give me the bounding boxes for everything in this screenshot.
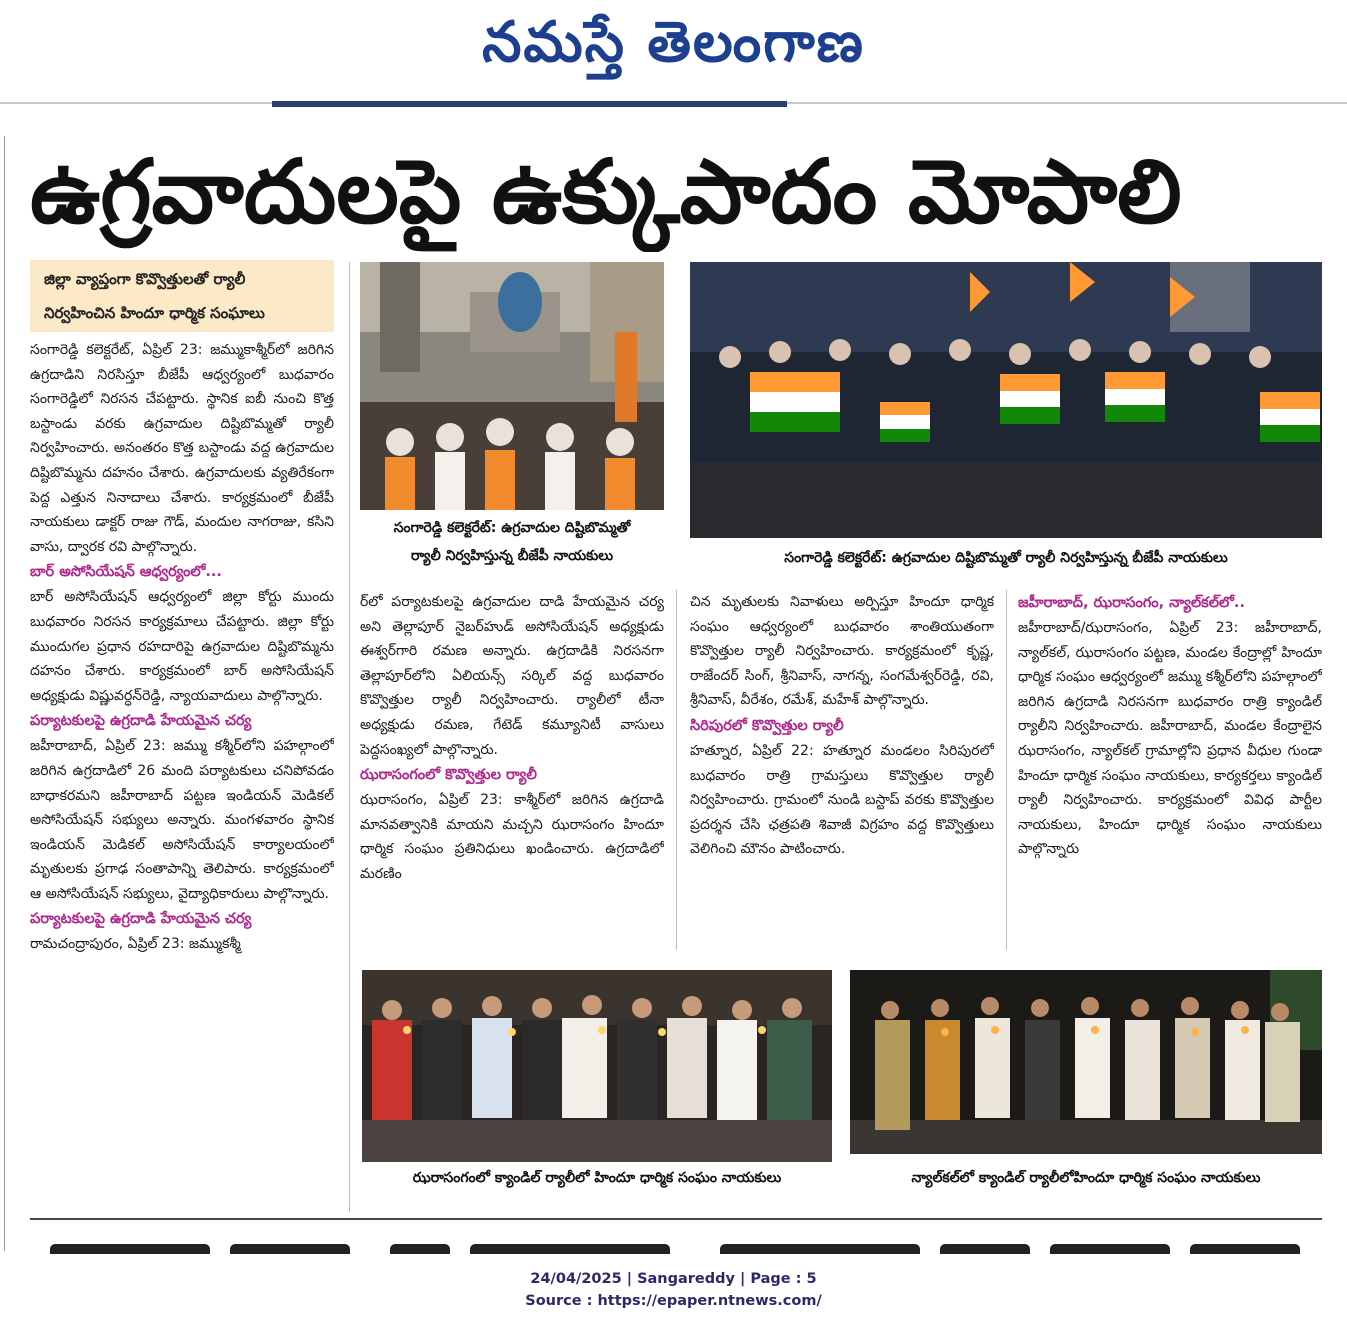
photo-jharasangam-candle-rally (362, 970, 832, 1162)
subheading: జహీరాబాద్, ఝరాసంగం, న్యాల్‌కల్‌లో.. (1018, 595, 1245, 611)
kicker-box (30, 260, 334, 332)
column-separator (349, 262, 350, 1212)
kicker-line-1: జిల్లా వ్యాప్తంగా కొవ్వొత్తులతో ర్యాలీ (44, 270, 246, 288)
article-column-3 (690, 590, 994, 950)
kicker-line-2: నిర్వహించిన హిందూ ధార్మిక సంఘాలు (44, 304, 265, 322)
footer-edition-info: 24/04/2025 | Sangareddy | Page : 5 (530, 1271, 817, 1287)
photo-caption (360, 514, 664, 570)
next-article-strip (30, 1240, 1320, 1254)
subheading: పర్యాటకులపై ఉగ్రదాడి హేయమైన చర్య (30, 911, 252, 928)
article-paragraph: బార్ అసోసియేషన్ ఆధ్వర్యంలో జిల్లా కోర్టు ముందు బుధవారం నిరసన కార్యక్రమాలు చేపట్టారు. జిల్లా కోర్టు ముందుగల ప్రధాన రహదారిపై ఉగ్రవాదుల దిష్టిబొమ్మను దహనం చేశారు. కార్యక్రమంలో బార్ అసోసియేషన్ అధ్యక్షుడు విష్ణువర్ధన్‌రెడ్డి, న్యాయవాదులు పాల్గొన్నారు. (30, 589, 334, 704)
newspaper-logo: నమస్తే తెలంగాణ (482, 9, 865, 75)
page-footer (0, 1268, 1347, 1312)
headline: ఉగ్రవాదులపై ఉక్కుపాదం మోపాలి (30, 140, 1182, 243)
photo-effigy-rally (360, 262, 664, 510)
article-column-4 (1018, 590, 1322, 950)
subheading: ఝరాసంగంలో కొవ్వొత్తుల ర్యాలీ (360, 767, 537, 784)
article-column-2 (360, 590, 664, 968)
article-column-1 (30, 338, 334, 1204)
photo-caption: ఝరాసంగంలో క్యాండిల్ ర్యాలీలో హిందూ ధార్మిక సంఘం నాయకులు (412, 1170, 782, 1186)
photo-flag-rally (690, 262, 1322, 538)
masthead (0, 0, 1347, 98)
article-paragraph: రామచంద్రాపురం, ఏప్రిల్ 23: జమ్ముకశ్మీ (30, 936, 241, 953)
caption-line-1: సంగారెడ్డి కలెక్టరేట్: ఉగ్రవాదుల దిష్టిబొమ్మతో (393, 520, 631, 536)
masthead-accent-rule (272, 101, 787, 107)
subheading: సిరిపురలో కొవ్వొత్తుల ర్యాలీ (690, 717, 844, 734)
page-left-border (4, 136, 5, 1251)
bottom-rule (30, 1218, 1322, 1220)
article-paragraph: జహీరాబాద్/ఝరాసంగం, ఏప్రిల్ 23: జహీరాబాద్, న్యాల్‌కల్, ఝరాసంగం పట్టణ, మండల కేంద్రాల్లో హిందూ ధార్మిక సంఘం ఆధ్వర్యంలో జమ్ము కశ్మీర్‌లోని పహల్గాంలో జరిగిన ఉగ్రదాడి నిరసనగా బుధవారం రాత్రి క్యాండిల్ ర్యాలీని నిర్వహించారు. జహీరాబాద్, మండల కేంద్రాలైన ఝరాసంగం, న్యాల్‌కల్ గ్రామాల్లోని ప్రధాన వీధుల గుండా హిందూ ధార్మిక సంఘం నాయకులు, కార్యకర్తలు క్యాండిల్ ర్యాలీ నిర్వహించారు. కార్యక్రమంలో వివిధ పార్టీల నాయకులు, హిందూ ధార్మిక సంఘం నాయకులు పాల్గొన్నారు (1018, 620, 1322, 858)
photo-nyalkal-candle-rally (850, 970, 1322, 1154)
article-paragraph: హత్నూర, ఏప్రిల్ 22: హత్నూర మండలం సిరిపురలో బుధవారం రాత్రి గ్రామస్తులు కొవ్వొత్తుల ర్యాలీ నిర్వహించారు. గ్రామంలో నుండి బస్టాప్ వరకు కొవ్వొత్తుల ప్రదర్శన చేసి ఛత్రపతి శివాజీ విగ్రహం వద్ద కొవ్వొత్తులు వెలిగించి మౌనం పాటించారు. (690, 742, 994, 858)
article-paragraph: సంగారెడ్డి కలెక్టరేట్, ఏప్రిల్ 23: జమ్ముకాశ్మీర్‌లో జరిగిన ఉగ్రదాడిని నిరసిస్తూ బీజేపీ ఆధ్వర్యంలో బుధవారం సంగారెడ్డిలో నిరసన చేపట్టారు. స్థానిక ఐబీ నుంచి కొత్త బస్టాండు వరకు ఉగ్రవాదుల దిష్టిబొమ్మతో ర్యాలీ నిర్వహించారు. అనంతరం కొత్త బస్టాండు వద్ద ఉగ్రవాదుల దిష్టిబొమ్మను దహనం చేశారు. ఉగ్రవాదులకు వ్యతిరేకంగా పెద్ద ఎత్తున నినాదాలు చేశారు. కార్యక్రమంలో బీజేపీ నాయకులు డాక్టర్ రాజు గౌడ్, మందుల నాగరాజు, కసిని వాసు, ద్వారక రవి పాల్గొన్నారు. (30, 342, 334, 555)
subheading: బార్ అసోసియేషన్ ఆధ్వర్యంలో... (30, 564, 222, 581)
caption-line-2: ర్యాలీ నిర్వహిస్తున్న బీజేపీ నాయకులు (410, 548, 614, 564)
article-paragraph: ర్‌లో పర్యాటకులపై ఉగ్రవాదుల దాడి హేయమైన చర్య అని తెల్లాపూర్ నైబర్‌హుడ్ అసోసియేషన్ అధ్యక్షుడు ఈశ్వర్‌గారి రమణ అన్నారు. ఉగ్రదాడికి నిరసనగా తెల్లాపూర్‌లోని ఏలియన్స్ సర్కిల్ వద్ద బుధవారం కొవ్వొత్తుల ర్యాలీ నిర్వహించారు. ర్యాలీలో టీనా అధ్యక్షుడు రమణ, గేటెడ్ కమ్యూనిటీ వాసులు పెద్దసంఖ్యలో పాల్గొన్నారు. (360, 594, 664, 758)
photo-caption: న్యాల్‌కల్‌లో క్యాండిల్ ర్యాలీలోహిందూ ధార్మిక సంఘం నాయకులు (911, 1170, 1261, 1186)
subheading: పర్యాటకులపై ఉగ్రదాడి హేయమైన చర్య (30, 713, 252, 730)
article-paragraph: జహీరాబాద్, ఏప్రిల్ 23: జమ్ము కశ్మీర్‌లోని పహల్గాంలో జరిగిన ఉగ్రదాడిలో 26 మంది పర్యాటకులు చనిపోవడం బాధాకరమని జహీరాబాద్ పట్టణ ఇండియన్ మెడికల్ అసోసియేషన్ సభ్యులు అన్నారు. మంగళవారం స్థానిక ఇండియన్ మెడికల్ అసోసియేషన్ కార్యాలయంలో మృతులకు ప్రగాఢ సంతాపాన్ని తెలిపారు. కార్యక్రమంలో ఆ అసోసియేషన్ సభ్యులు, వైద్యాధికారులు పాల్గొన్నారు. (30, 738, 334, 902)
photo-caption: సంగారెడ్డి కలెక్టరేట్: ఉగ్రవాదుల దిష్టిబొమ్మతో ర్యాలీ నిర్వహిస్తున్న బీజేపీ నాయకులు (784, 550, 1228, 566)
footer-source: Source : https://epaper.ntnews.com/ (525, 1293, 822, 1309)
column-separator (1006, 590, 1007, 950)
article-paragraph: ఝరాసంగం, ఏప్రిల్ 23: కాశ్మీర్‌లో జరిగిన ఉగ్రదాడి మానవత్వానికి మాయని మచ్చని ఝరాసంగం హిందూ ధార్మిక సంఘం ప్రతినిధులు ఖండించారు. ఉగ్రదాడిలో మరణిం (360, 792, 664, 882)
column-separator (676, 590, 677, 950)
article-paragraph: చిన మృతులకు నివాళులు అర్పిస్తూ హిందూ ధార్మిక సంఘం ఆధ్వర్యంలో బుధవారం శాంతియుతంగా కొవ్వొత్తుల ర్యాలీ నిర్వహించారు. కార్యక్రమంలో కృష్ణ, రాజేందర్ సింగ్, శ్రీనివాస్, నాగన్న, సంగమేశ్వర్‌రెడ్డి, రవి, శ్రీనివాస్, వీరేశం, రమేశ్, మహేశ్ పాల్గొన్నారు. (690, 594, 994, 709)
